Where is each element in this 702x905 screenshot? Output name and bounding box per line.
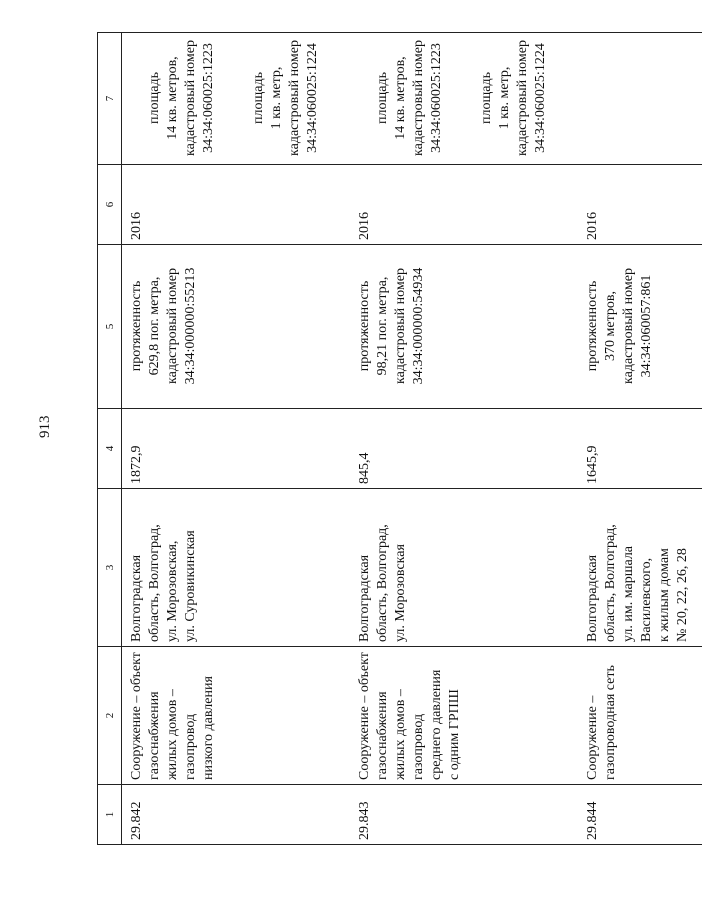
object-name: Сооружение – объект газоснабжения жилых домов – газопровод низкого давления [122, 647, 351, 785]
row-number: 29.843 [350, 785, 578, 845]
page-number: 913 [37, 415, 53, 438]
table-row [350, 33, 578, 845]
column-number-4: 4 [98, 409, 122, 489]
object-year: 2016 [578, 165, 702, 245]
object-value: 845,4 [350, 409, 578, 489]
registry-table [97, 32, 702, 845]
land-plot-entry: площадь 1 кв. метр, кадастровый номер 34:34:060025:1224 [479, 40, 548, 156]
column-number-6: 6 [98, 165, 122, 245]
land-plot-entry: площадь 14 кв. метров, кадастровый номер 34:34:060025:1223 [147, 40, 216, 156]
object-year: 2016 [350, 165, 578, 245]
column-number-5: 5 [98, 245, 122, 409]
registry-table-sheet [97, 33, 690, 845]
object-address: Волгоградская область, Волгоград, ул. Морозовская, ул. Суровикинская [122, 489, 351, 647]
table-row [122, 33, 351, 845]
object-value: 1872,9 [122, 409, 351, 489]
land-plots-cell [350, 33, 578, 165]
object-value: 1645,9 [578, 409, 702, 489]
column-number-1: 1 [98, 785, 122, 845]
column-number-7: 7 [98, 33, 122, 165]
table-row [578, 33, 702, 845]
row-number: 29.844 [578, 785, 702, 845]
object-name: Сооружение – объект газоснабжения жилых домов – газопровод среднего давления с одним ГРПШ [350, 647, 578, 785]
object-characteristics: протяженность 370 метров, кадастровый номер 34:34:060057:861 [578, 245, 702, 409]
object-address: Волгоградская область, Волгоград, ул. Морозовская [350, 489, 578, 647]
land-plots-cell [122, 33, 351, 165]
object-characteristics: протяженность 98,21 пог. метра, кадастровый номер 34:34:000000:54934 [350, 245, 578, 409]
object-name: Сооружение – газопроводная сеть [578, 647, 702, 785]
column-number-header-row [98, 33, 122, 845]
column-number-2: 2 [98, 647, 122, 785]
object-characteristics: протяженность 629,8 пог. метра, кадастровый номер 34:34:000000:55213 [122, 245, 351, 409]
land-plot-entry: площадь 14 кв. метров, кадастровый номер 34:34:060025:1223 [375, 40, 444, 156]
object-address: Волгоградская область, Волгоград, ул. им. маршала Василевского, к жилым домам № 20, 22, 26, 28 [578, 489, 702, 647]
column-number-3: 3 [98, 489, 122, 647]
land-plot-entry: площадь 1 кв. метр, кадастровый номер 34:34:060025:1224 [251, 40, 320, 156]
object-year: 2016 [122, 165, 351, 245]
row-number: 29.842 [122, 785, 351, 845]
land-plots-cell [578, 33, 702, 165]
